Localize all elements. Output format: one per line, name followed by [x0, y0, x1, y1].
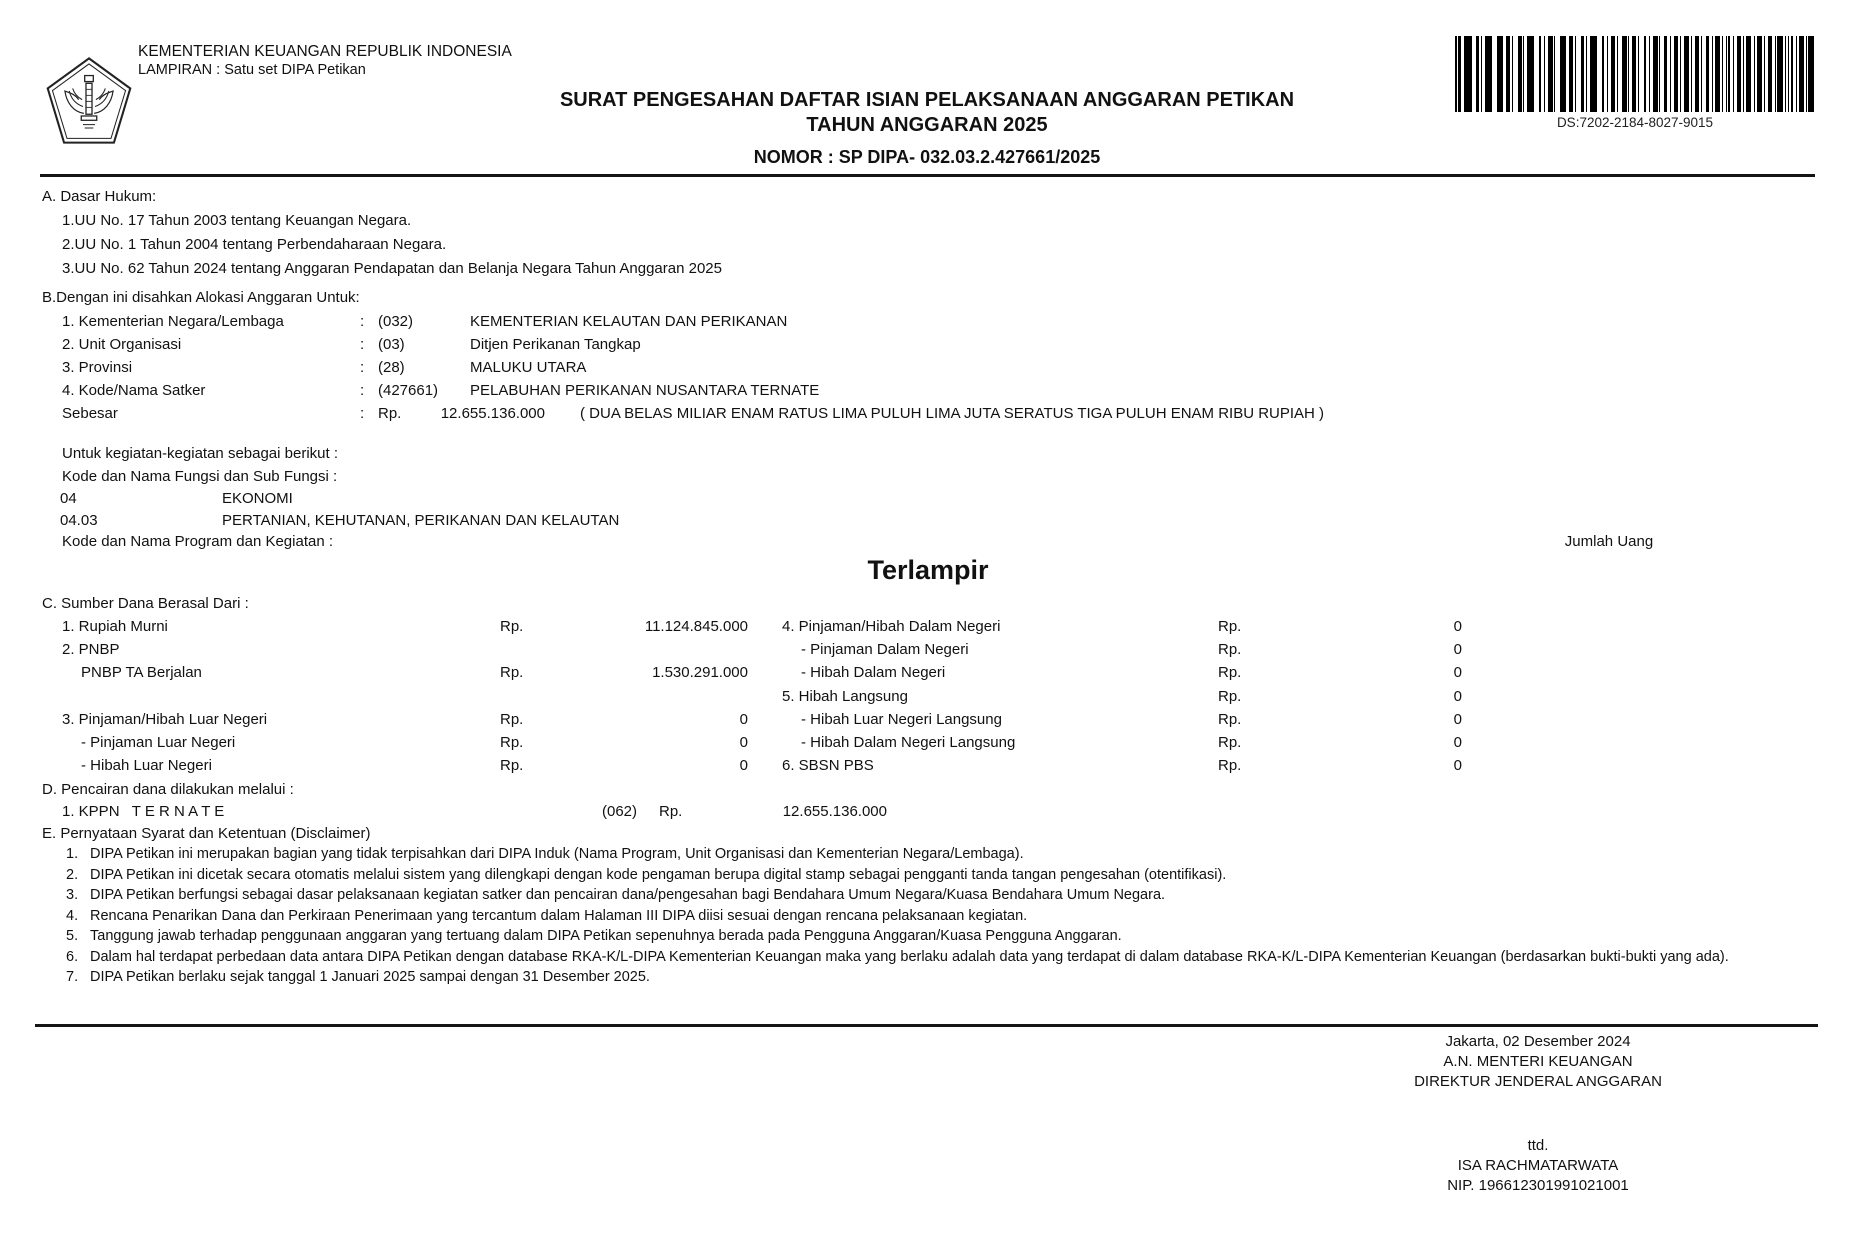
- fund-amount: 0: [1453, 734, 1462, 752]
- section-c-heading: C. Sumber Dana Berasal Dari :: [42, 595, 249, 612]
- item-number: 2.: [66, 866, 79, 883]
- fund-amount: 0: [1453, 687, 1462, 705]
- colon: :: [360, 313, 365, 330]
- fund-source-row: [42, 615, 1814, 638]
- barcode-label: DS:7202-2184-8027-9015: [1556, 115, 1714, 130]
- fund-amount: 11.124.845.000: [644, 618, 748, 635]
- kegiatan-intro: Untuk kegiatan-kegiatan sebagai berikut :: [62, 445, 339, 462]
- item-text: DIPA Petikan berfungsi sebagai dasar pelaksanaan kegiatan satker dan pencairan dana/pengesahan bagi Bendahara Umum Negara/Kuasa Bendahara Umum Negara.: [90, 887, 1166, 904]
- row-label: 1. Kementerian Negara/Lembaga: [62, 313, 284, 330]
- disclaimer-item: [42, 947, 1814, 968]
- item-number: 1.: [66, 846, 79, 863]
- allocation-row-kementerian: [42, 310, 1814, 333]
- header-divider: [40, 174, 1815, 177]
- signature-on-behalf: A.N. MENTERI KEUANGAN: [1443, 1053, 1633, 1070]
- ministry-header-text: [138, 42, 512, 80]
- fund-amount: 0: [1453, 618, 1462, 635]
- fungsi-name: PERTANIAN, KEHUTANAN, PERIKANAN DAN KELAUTAN: [222, 511, 620, 529]
- fund-amount: 0: [739, 757, 748, 775]
- document-number: NOMOR : SP DIPA- 032.03.2.427661/2025: [753, 147, 1101, 167]
- allocation-row-satker: [42, 379, 1814, 402]
- fund-label: - Hibah Luar Negeri: [81, 757, 212, 775]
- document-title: SURAT PENGESAHAN DAFTAR ISIAN PELAKSANAAN ANGGARAN PETIKAN: [559, 89, 1295, 111]
- currency-label: Rp.: [1218, 757, 1242, 775]
- fund-label: [62, 685, 500, 708]
- currency-label: Rp.: [378, 405, 402, 422]
- allocation-row-sebesar: [42, 402, 1814, 425]
- row-label: 2. Unit Organisasi: [62, 336, 182, 353]
- kppn-row: [42, 801, 1814, 823]
- colon: :: [360, 359, 365, 376]
- total-amount: 12.655.136.000: [440, 405, 545, 422]
- disclaimer-item: [42, 844, 1814, 865]
- fund-source-row: [42, 754, 1814, 777]
- document-title-block: [250, 88, 1604, 168]
- fungsi-row: [42, 488, 1814, 510]
- disclaimer-item: [42, 906, 1814, 927]
- currency-label: Rp.: [500, 757, 524, 775]
- fungsi-code: 04.03: [60, 511, 98, 529]
- legal-basis-item: 1.UU No. 17 Tahun 2003 tentang Keuangan Negara.: [62, 212, 412, 229]
- section-e-heading: E. Pernyataan Syarat dan Ketentuan (Disclaimer): [42, 825, 371, 843]
- kppn-amount: 12.655.136.000: [782, 803, 887, 821]
- row-code: (28): [378, 359, 405, 376]
- row-value: MALUKU UTARA: [470, 359, 587, 376]
- currency-label: Rp.: [1218, 618, 1242, 635]
- fund-amount: [548, 685, 748, 708]
- colon: :: [360, 405, 365, 422]
- currency-label: Rp.: [500, 664, 524, 682]
- jumlah-uang-column-header: Jumlah Uang: [1564, 533, 1654, 550]
- section-a-heading: A. Dasar Hukum:: [42, 188, 157, 205]
- currency-label: [500, 685, 548, 708]
- fund-label: - Hibah Luar Negeri Langsung: [801, 710, 1002, 728]
- fund-source-row: [42, 731, 1814, 754]
- fund-label: 2. PNBP: [62, 641, 120, 659]
- fund-amount: 0: [1453, 664, 1462, 682]
- disclaimer-item: [42, 885, 1814, 906]
- row-code: (032): [378, 313, 414, 330]
- kppn-code: (062): [602, 803, 638, 821]
- item-text: DIPA Petikan ini dicetak secara otomatis melalui sistem yang dilengkapi dengan kode pengaman berupa digital stamp sebagai pengganti tanda tangan pengesahan (otentifikasi).: [90, 866, 1227, 883]
- row-value: KEMENTERIAN KELAUTAN DAN PERIKANAN: [470, 313, 788, 330]
- fund-label: 4. Pinjaman/Hibah Dalam Negeri: [782, 618, 1001, 635]
- fund-source-row: [42, 638, 1814, 661]
- currency-label: Rp.: [1218, 687, 1242, 705]
- row-value: PELABUHAN PERIKANAN NUSANTARA TERNATE: [470, 382, 820, 399]
- kppn-name: 1. KPPN T E R N A T E: [62, 803, 225, 821]
- currency-label: Rp.: [500, 710, 524, 728]
- signature-position: DIREKTUR JENDERAL ANGGARAN: [1414, 1073, 1662, 1090]
- item-number: 3.: [66, 887, 79, 904]
- currency-label: [500, 638, 548, 661]
- item-text: DIPA Petikan ini merupakan bagian yang tidak terpisahkan dari DIPA Induk (Nama Program, Unit Organisasi dan Kementerian Negara/Lembaga).: [90, 846, 1024, 863]
- row-code: (03): [378, 336, 405, 353]
- fund-label: - Pinjaman Dalam Negeri: [801, 641, 969, 659]
- program-heading-row: [42, 531, 1814, 552]
- document-header: [0, 0, 1854, 177]
- item-number: 4.: [66, 907, 79, 924]
- fund-label: 1. Rupiah Murni: [62, 618, 168, 635]
- colon: :: [360, 382, 365, 399]
- lampiran-note: LAMPIRAN : Satu set DIPA Petikan: [138, 62, 366, 78]
- footer-divider: [35, 1024, 1818, 1027]
- disclaimer-item: [42, 926, 1814, 947]
- item-number: 7.: [66, 969, 79, 986]
- disclaimer-item: [42, 967, 1814, 988]
- row-label: Sebesar: [62, 405, 118, 422]
- allocation-row-unit: [42, 333, 1814, 356]
- kemenkeu-logo: [46, 56, 132, 145]
- fund-amount: 0: [1453, 710, 1462, 728]
- section-b-heading: B.Dengan ini disahkan Alokasi Anggaran Untuk:: [42, 289, 360, 306]
- row-label: 4. Kode/Nama Satker: [62, 382, 206, 399]
- fund-label: 5. Hibah Langsung: [782, 687, 908, 705]
- signature-ttd: ttd.: [1527, 1137, 1549, 1154]
- fungsi-code: 04: [60, 490, 77, 507]
- fund-source-row: [42, 685, 1814, 708]
- fund-amount: [548, 638, 748, 661]
- fiscal-year-title: TAHUN ANGGARAN 2025: [806, 114, 1048, 136]
- fund-source-row: [42, 661, 1814, 684]
- fund-source-row: [42, 708, 1814, 731]
- document-body: [0, 177, 1854, 988]
- fund-label: - Pinjaman Luar Negeri: [81, 734, 236, 752]
- terlampir-note: Terlampir: [867, 555, 989, 585]
- signature-block: [1338, 1032, 1738, 1196]
- fungsi-row: [42, 510, 1814, 532]
- fund-label: PNBP TA Berjalan: [81, 664, 202, 682]
- legal-basis-item: 2.UU No. 1 Tahun 2004 tentang Perbendaharaan Negara.: [62, 236, 447, 253]
- currency-label: Rp.: [1218, 641, 1242, 659]
- row-code: (427661): [378, 382, 439, 399]
- allocation-row-provinsi: [42, 356, 1814, 379]
- fund-amount: 0: [1453, 641, 1462, 659]
- item-text: DIPA Petikan berlaku sejak tanggal 1 Januari 2025 sampai dengan 31 Desember 2025.: [90, 969, 650, 986]
- signatory-name: ISA RACHMATARWATA: [1457, 1157, 1619, 1174]
- currency-label: Rp.: [500, 734, 524, 752]
- currency-label: Rp.: [500, 618, 524, 635]
- row-label: 3. Provinsi: [62, 359, 133, 376]
- currency-label: Rp.: [1218, 734, 1242, 752]
- program-heading: Kode dan Nama Program dan Kegiatan :: [62, 533, 334, 550]
- legal-basis-item: 3.UU No. 62 Tahun 2024 tentang Anggaran Pendapatan dan Belanja Negara Tahun Anggaran 2025: [62, 260, 722, 277]
- currency-label: Rp.: [1218, 664, 1242, 682]
- fund-label: 6. SBSN PBS: [782, 757, 874, 775]
- fund-label: 3. Pinjaman/Hibah Luar Negeri: [62, 710, 268, 728]
- currency-label: Rp.: [659, 803, 683, 821]
- colon: :: [360, 336, 365, 353]
- item-text: Rencana Penarikan Dana dan Perkiraan Penerimaan yang tercantum dalam Halaman III DIPA diisi sesuai dengan rencana pelaksanaan kegiatan.: [90, 907, 1028, 924]
- fund-amount: 1.530.291.000: [652, 664, 748, 682]
- fungsi-name: EKONOMI: [222, 490, 293, 507]
- digital-stamp: [1455, 36, 1815, 130]
- fund-label: - Hibah Dalam Negeri: [801, 664, 946, 682]
- item-text: Dalam hal terdapat perbedaan data antara DIPA Petikan dengan database RKA-K/L-DIPA Kementerian Keuangan maka yang berlaku adalah data yang terdapat di dalam database RKA-K/L-DIPA Kementerian Keuangan (berdasarkan bukti-bukti yang ada).: [90, 948, 1729, 965]
- signatory-nip: NIP. 196612301991021001: [1447, 1177, 1629, 1194]
- signature-place-date: Jakarta, 02 Desember 2024: [1445, 1033, 1631, 1050]
- section-d-heading: D. Pencairan dana dilakukan melalui :: [42, 781, 294, 799]
- fund-amount: 0: [739, 710, 748, 728]
- fund-label: - Hibah Dalam Negeri Langsung: [801, 734, 1016, 752]
- fungsi-heading: Kode dan Nama Fungsi dan Sub Fungsi :: [62, 468, 338, 485]
- item-number: 6.: [66, 948, 79, 965]
- item-text: Tanggung jawab terhadap penggunaan anggaran yang tertuang dalam DIPA Petikan sepenuhnya berada pada Pengguna Anggaran/Kuasa Pengguna Anggaran.: [90, 928, 1122, 945]
- amount-in-words: ( DUA BELAS MILIAR ENAM RATUS LIMA PULUH LIMA JUTA SERATUS TIGA PULUH ENAM RIBU RUPIAH ): [580, 405, 1325, 422]
- currency-label: Rp.: [1218, 710, 1242, 728]
- fund-amount: 0: [739, 734, 748, 752]
- ministry-name: KEMENTERIAN KEUANGAN REPUBLIK INDONESIA: [138, 43, 512, 60]
- barcode-icon: [1455, 36, 1815, 112]
- row-value: Ditjen Perikanan Tangkap: [470, 336, 641, 353]
- disclaimer-item: [42, 865, 1814, 886]
- fund-amount: 0: [1453, 757, 1462, 775]
- item-number: 5.: [66, 928, 79, 945]
